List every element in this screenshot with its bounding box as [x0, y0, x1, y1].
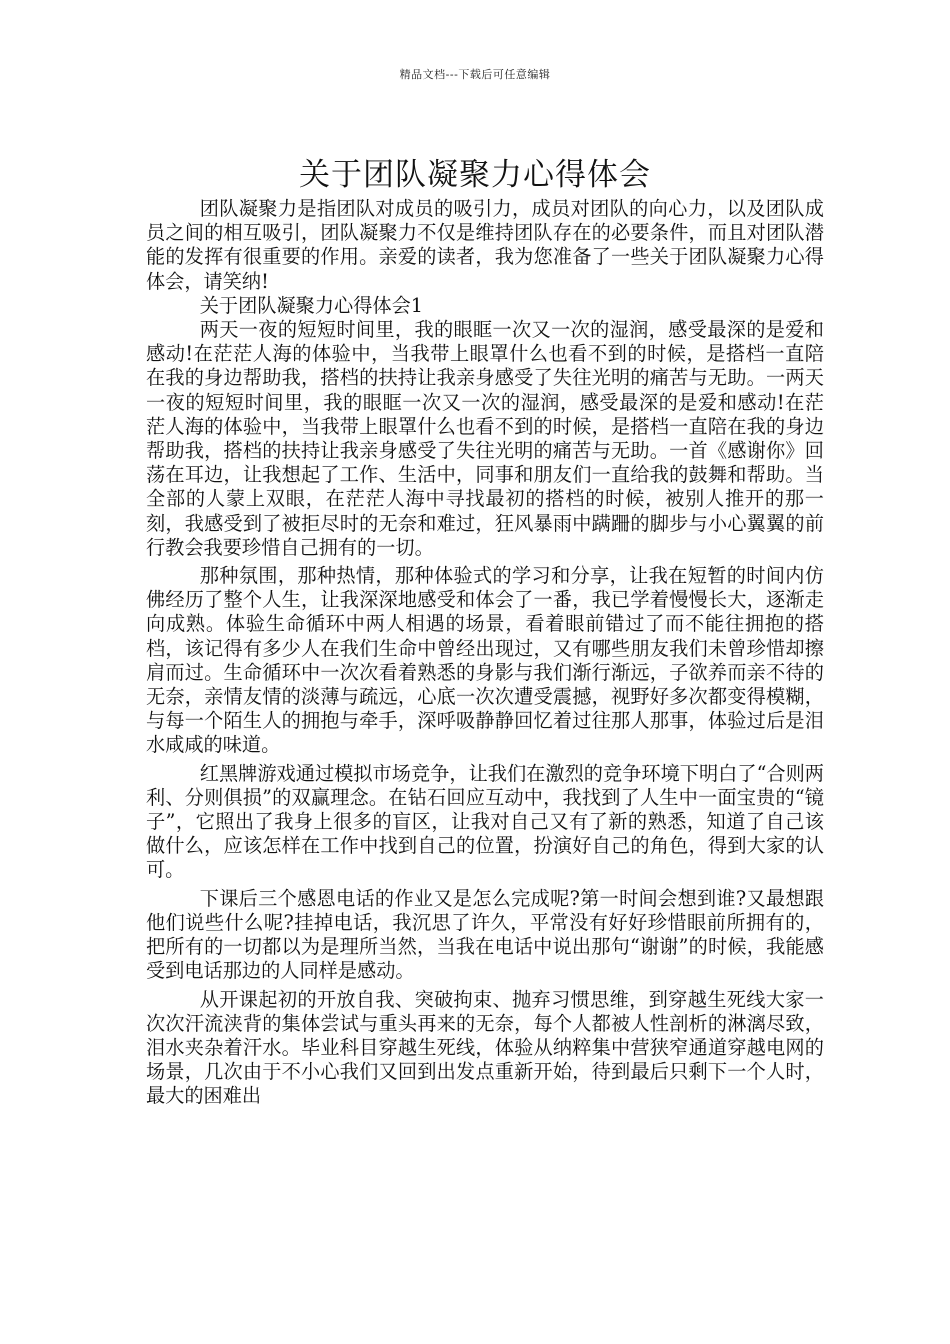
- section-heading: 关于团队凝聚力心得体会1: [199, 293, 424, 317]
- document-title: 关于团队凝聚力心得体会: [299, 156, 651, 193]
- paragraph: 下课后三个感恩电话的作业又是怎么完成呢?第一时间会想到谁?又最想跟他们说些什么呢?挂掉电话，我沉思了许久，平常没有好好珍惜眼前所拥有的，把所有的一切都以为是理所当然，当我在电话中说出那句“谢谢”的时候，我能感受到电话那边的人同样是感动。: [146, 886, 824, 983]
- paragraph: 两天一夜的短短时间里，我的眼眶一次又一次的湿润，感受最深的是爱和感动!在茫茫人海的体验中，当我带上眼罩什么也看不到的时候，是搭档一直陪在我的身边帮助我，搭档的扶持让我亲身感受了失往光明的痛苦与无助。一两天一夜的短短时间里，我的眼眶一次又一次的湿润，感受最深的是爱和感动!在茫茫人海的体验中，当我带上眼罩什么也看不到的时候，是搭档一直陪在我的身边帮助我，搭档的扶持让我亲身感受了失往光明的痛苦与无助。一首《感谢你》回荡在耳边，让我想起了工作、生活中，同事和朋友们一直给我的鼓舞和帮助。当全部的人蒙上双眼，在茫茫人海中寻找最初的搭档的时候，被别人推开的那一刻，我感受到了被拒尽时的无奈和难过，狂风暴雨中蹒跚的脚步与小心翼翼的前行教会我要珍惜自己拥有的一切。: [146, 318, 824, 559]
- paragraph: 那种氛围，那种热情，那种体验式的学习和分享，让我在短暂的时间内仿佛经历了整个人生，让我深深地感受和体会了一番，我已学着慢慢长大，逐渐走向成熟。体验生命循环中两人相遇的场景，看着眼前错过了而不能往拥抱的搭档，该记得有多少人在我们生命中曾经出现过，又有哪些朋友我们未曾珍惜却擦肩而过。生命循环中一次次看着熟悉的身影与我们渐行渐远，子欲养而亲不待的无奈，亲情友情的淡薄与疏远，心底一次次遭受震撼，视野好多次都变得模糊，与每一个陌生人的拥抱与牵手，深呼吸静静回忆着过往那人那事，体验过后是泪水咸咸的味道。: [146, 564, 824, 757]
- paragraph: 从开课起初的开放自我、突破拘束、抛弃习惯思维，到穿越生死线大家一次次汗流浃背的集体尝试与重头再来的无奈，每个人都被人性剖析的淋漓尽致，泪水夹杂着汗水。毕业科目穿越生死线，体验从纳粹集中营狭窄通道穿越电网的场景，几次由于不小心我们又回到出发点重新开始，待到最后只剩下一个人时，最大的困难出: [146, 987, 824, 1108]
- paragraph: 红黑牌游戏通过模拟市场竞争，让我们在激烈的竞争环境下明白了“合则两利、分则俱损”的双赢理念。在钻石回应互动中，我找到了人生中一面宝贵的“镜子”，它照出了我身上很多的盲区，让我对自己又有了新的熟悉，知道了自己该做什么，应该怎样在工作中找到自己的位置，扮演好自己的角色，得到大家的认可。: [146, 761, 824, 882]
- page-header: 精品文档---下载后可任意编辑: [399, 68, 551, 81]
- document-body: [146, 197, 824, 1109]
- paragraph-intro: 团队凝聚力是指团队对成员的吸引力，成员对团队的向心力，以及团队成员之间的相互吸引，团队凝聚力不仅是维持团队存在的必要条件，而且对团队潜能的发挥有很重要的作用。亲爱的读者，我为您准备了一些关于团队凝聚力心得体会，请笑纳!: [146, 197, 824, 293]
